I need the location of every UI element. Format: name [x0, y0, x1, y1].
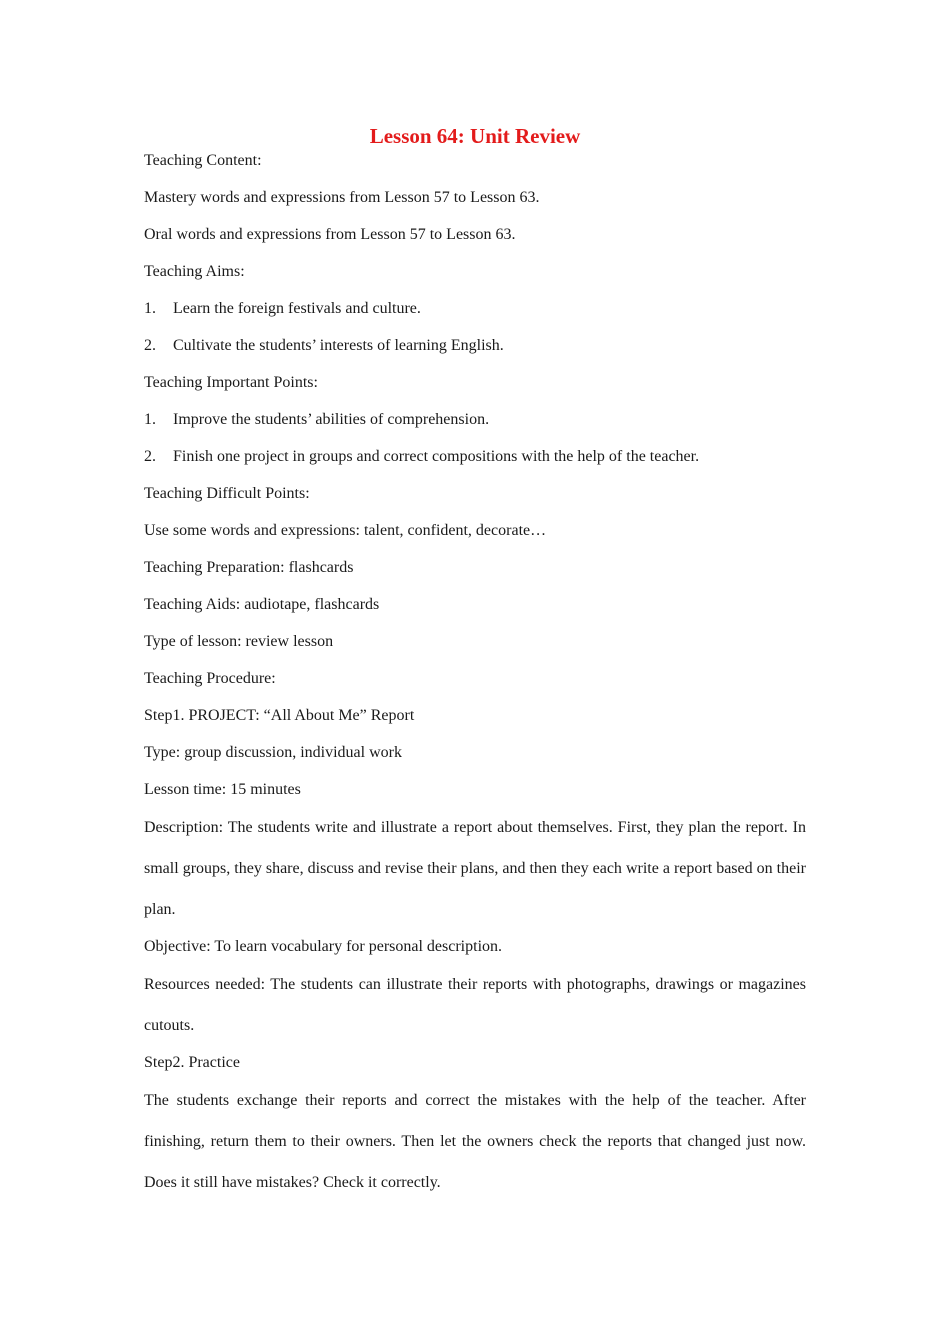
list-number: 1. [144, 411, 156, 428]
list-text: Improve the students’ abilities of comprehension. [173, 411, 490, 428]
teaching-preparation: Teaching Preparation: flashcards [144, 559, 354, 576]
teaching-aids: Teaching Aids: audiotape, flashcards [144, 596, 380, 613]
teaching-content-item: Oral words and expressions from Lesson 57 to Lesson 63. [144, 226, 516, 243]
difficult-points-heading: Teaching Difficult Points: [144, 485, 310, 502]
teaching-aims-item [144, 299, 806, 319]
list-text: Learn the foreign festivals and culture. [173, 300, 421, 317]
important-points-item [144, 410, 806, 430]
teaching-aims-heading: Teaching Aims: [144, 263, 245, 280]
list-number: 2. [144, 448, 156, 465]
difficult-points-text: Use some words and expressions: talent, confident, decorate… [144, 522, 547, 539]
step1-heading: Step1. PROJECT: “All About Me” Report [144, 707, 415, 724]
step2-text: The students exchange their reports and correct the mistakes with the help of the teacher. After finishing, return them to their owners. Then let the owners check the reports that changed just now. Does it still have mistakes? Check it correctly. [144, 1092, 806, 1191]
procedure-heading: Teaching Procedure: [144, 670, 276, 687]
list-text: Finish one project in groups and correct compositions with the help of the teacher. [173, 448, 700, 465]
important-points-heading: Teaching Important Points: [144, 374, 318, 391]
step1-objective: Objective: To learn vocabulary for personal description. [144, 938, 503, 955]
step1-description: Description: The students write and illustrate a report about themselves. First, they plan the report. In small groups, they share, discuss and revise their plans, and then they each write a report based on their plan. [144, 819, 806, 918]
step1-time: Lesson time: 15 minutes [144, 781, 301, 798]
step1-type: Type: group discussion, individual work [144, 744, 402, 761]
lesson-type: Type of lesson: review lesson [144, 633, 334, 650]
list-number: 2. [144, 337, 156, 354]
important-points-item [144, 447, 806, 467]
teaching-content-heading: Teaching Content: [144, 152, 262, 169]
step2-heading: Step2. Practice [144, 1054, 240, 1071]
list-text: Cultivate the students’ interests of learning English. [173, 337, 504, 354]
document-title: Lesson 64: Unit Review [369, 124, 581, 148]
list-number: 1. [144, 300, 156, 317]
teaching-content-item: Mastery words and expressions from Lesson 57 to Lesson 63. [144, 189, 540, 206]
document-page [144, 122, 806, 1210]
step1-resources: Resources needed: The students can illustrate their reports with photographs, drawings or magazines cutouts. [144, 976, 806, 1034]
teaching-aims-item [144, 336, 806, 356]
